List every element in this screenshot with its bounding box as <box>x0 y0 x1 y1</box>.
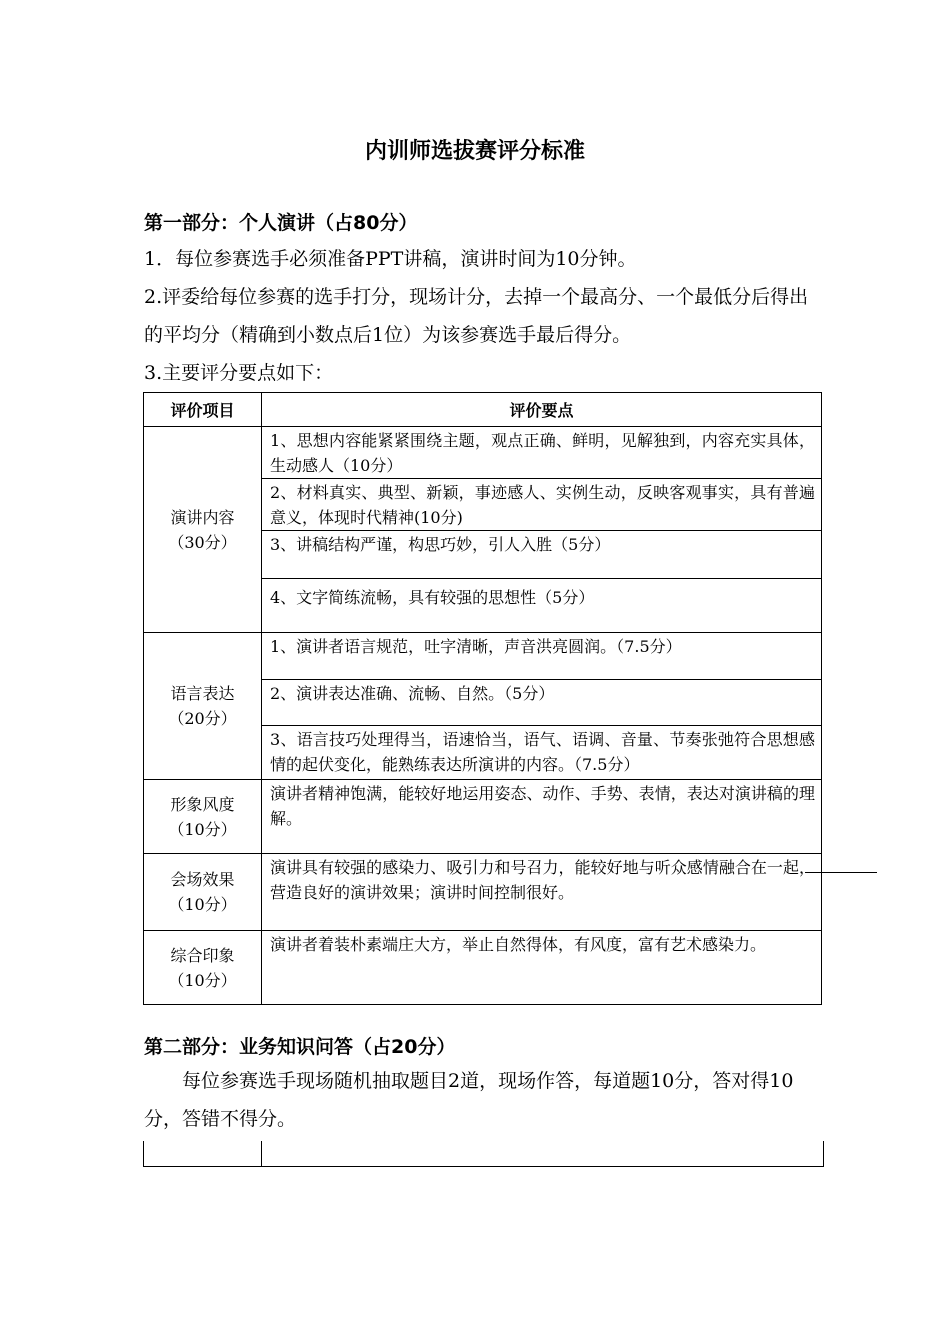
table-header-row <box>144 393 822 427</box>
category-score: （10分） <box>168 895 237 914</box>
header-points: 评价要点 <box>262 393 822 427</box>
category-cell <box>144 931 262 1005</box>
point-cell: 3、语言技巧处理得当，语速恰当，语气、语调、音量、节奏张弛符合思想感情的起伏变化，能熟练表达所演讲的内容。（7.5分） <box>262 726 822 780</box>
part2-heading: 第二部分：业务知识问答（占20分） <box>144 1036 456 1058</box>
category-score: （30分） <box>168 532 237 552</box>
category-cell <box>144 780 262 854</box>
category-score: （10分） <box>168 970 237 990</box>
point-cell: 1、演讲者语言规范，吐字清晰，声音洪亮圆润。（7.5分） <box>262 633 822 680</box>
part1-item-3: 3.主要评分要点如下： <box>144 362 334 384</box>
point-cell: 演讲具有较强的感染力、吸引力和号召力，能较好地与听众感情融合在一起，营造良好的演讲效果；演讲时间控制很好。 <box>262 854 822 931</box>
point-cell: 3、讲稿结构严谨，构思巧妙，引人入胜（5分） <box>262 531 822 579</box>
category-name: 形象风度 <box>170 794 235 814</box>
scoring-table <box>143 392 822 1005</box>
table-row <box>144 854 822 931</box>
point-cell: 2、材料真实、典型、新颖，事迹感人、实例生动，反映客观事实，具有普遍意义，体现时代精神(10分) <box>262 479 822 531</box>
table-row <box>144 931 822 1005</box>
table-row <box>144 780 822 854</box>
point-cell: 4、文字简练流畅，具有较强的思想性（5分） <box>262 579 822 633</box>
point-cell: 1、思想内容能紧紧围绕主题，观点正确、鲜明，见解独到，内容充实具体，生动感人（10分） <box>262 427 822 479</box>
table-stub <box>143 1141 824 1167</box>
part1-heading: 第一部分：个人演讲（占80分） <box>144 212 418 234</box>
point-cell: 演讲者精神饱满，能较好地运用姿态、动作、手势、表情，表达对演讲稿的理解。 <box>262 780 822 854</box>
table-stub-divider <box>261 1141 262 1166</box>
category-name: 会场效果 <box>170 870 235 889</box>
margin-rule-line <box>805 872 877 873</box>
category-cell <box>144 427 262 633</box>
part1-item-2: 2.评委给每位参赛的选手打分，现场计分，去掉一个最高分、一个最低分后得出的平均分（精确到小数点后1位）为该参赛选手最后得分。 <box>144 286 809 346</box>
point-cell: 演讲者着装朴素端庄大方，举止自然得体，有风度，富有艺术感染力。 <box>262 931 822 1005</box>
part1-item-1: 1．每位参赛选手必须准备PPT讲稿，演讲时间为10分钟。 <box>144 248 637 270</box>
table-row <box>144 427 822 479</box>
category-cell <box>144 633 262 780</box>
category-score: （10分） <box>168 819 237 839</box>
part2-text: 每位参赛选手现场随机抽取题目2道，现场作答，每道题10分，答对得10分，答错不得分。 <box>144 1070 794 1130</box>
point-cell: 2、演讲表达准确、流畅、自然。（5分） <box>262 680 822 726</box>
category-name: 演讲内容 <box>170 507 235 527</box>
category-score: （20分） <box>168 709 237 728</box>
table-row <box>144 633 822 680</box>
category-name: 语言表达 <box>170 684 235 703</box>
document-title: 内训师选拔赛评分标准 <box>364 139 585 164</box>
category-cell <box>144 854 262 931</box>
category-name: 综合印象 <box>170 945 235 965</box>
header-category: 评价项目 <box>144 393 262 427</box>
